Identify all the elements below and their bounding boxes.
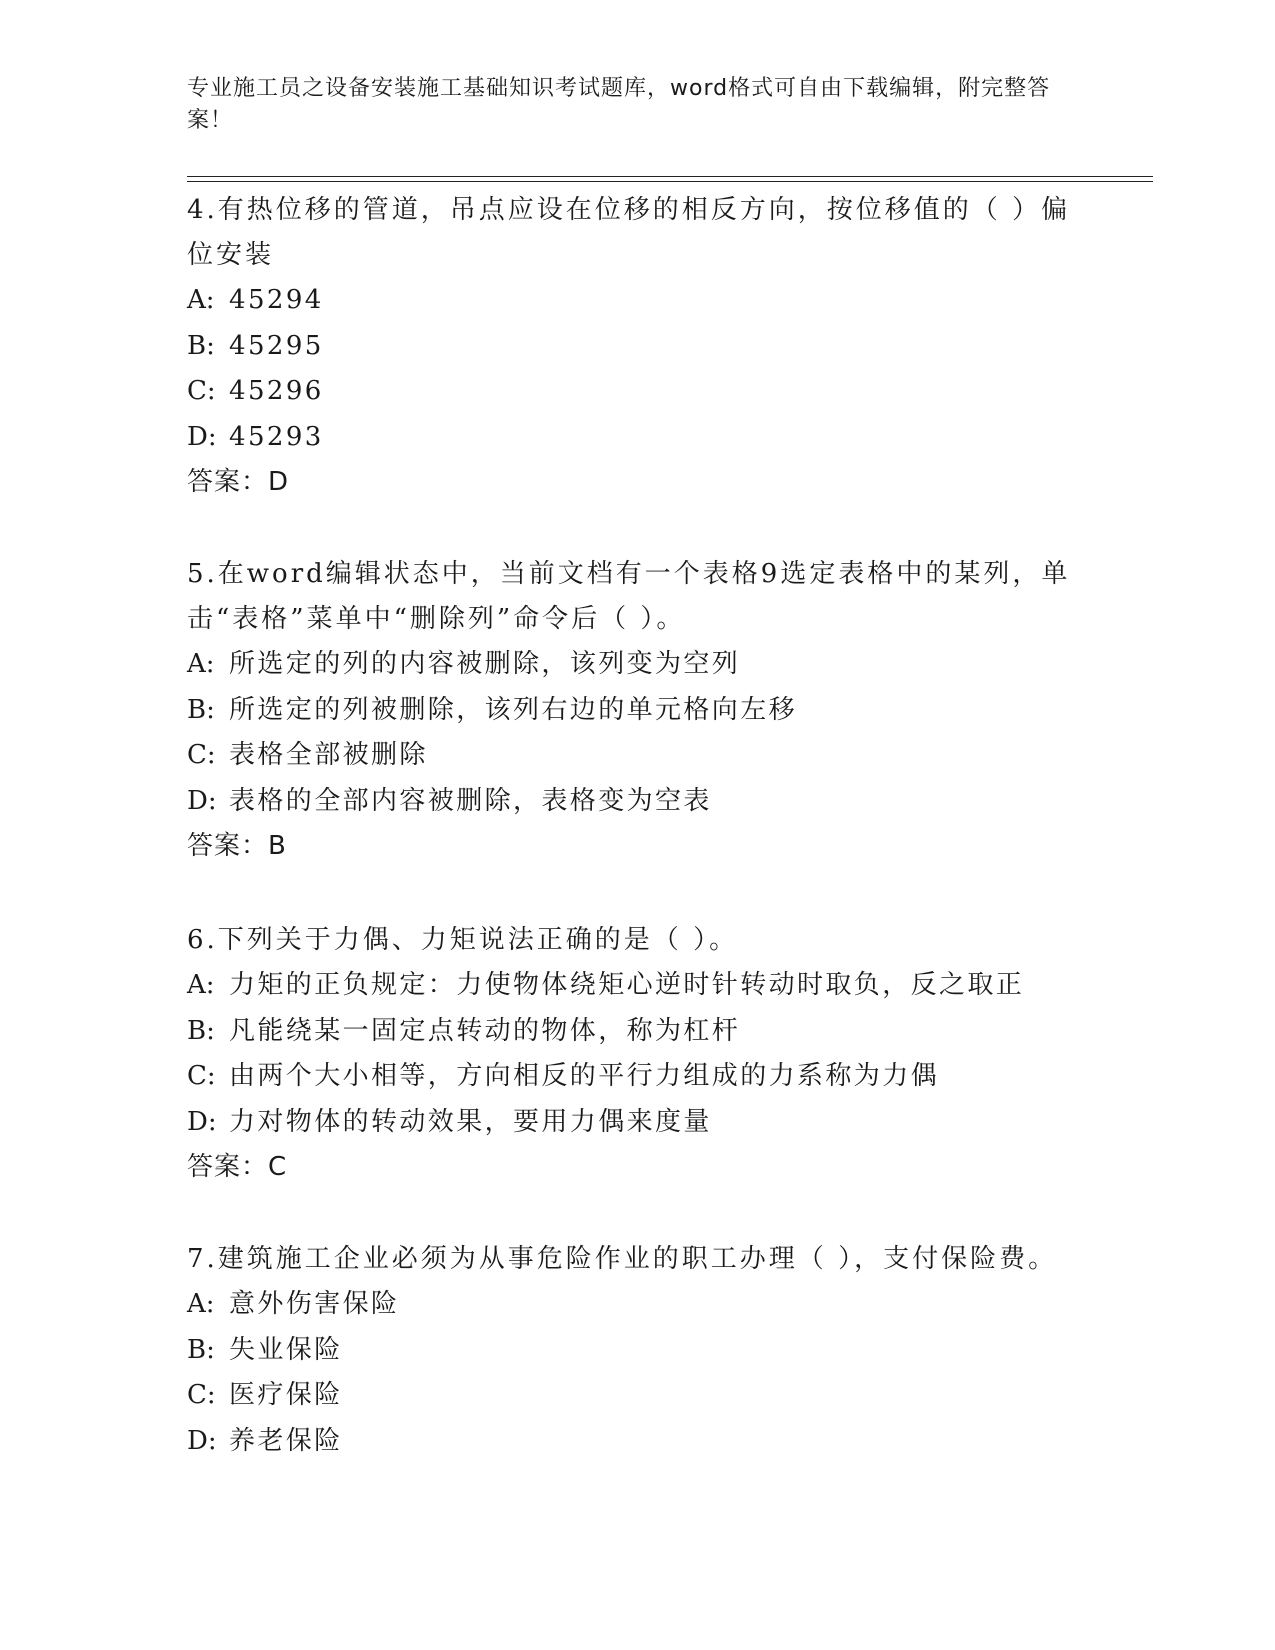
option-key: C: (187, 376, 216, 406)
option-c (187, 369, 1087, 415)
option-b (187, 688, 1087, 734)
option-key: A: (187, 285, 215, 315)
option-key: D: (187, 785, 217, 816)
option-b (187, 1009, 1087, 1055)
option-key: A: (187, 649, 215, 679)
question-4 (187, 188, 1087, 505)
option-text: 意外伤害保险 (229, 1289, 400, 1319)
option-key: B: (187, 330, 215, 361)
option-d (187, 415, 1087, 461)
option-text: 失业保险 (229, 1334, 343, 1365)
option-c (187, 1373, 1087, 1419)
option-d (187, 1419, 1087, 1465)
option-key: A: (187, 1289, 215, 1319)
option-text: 养老保险 (229, 1425, 343, 1456)
option-key: C: (187, 1061, 216, 1091)
option-key: D: (187, 1106, 217, 1137)
option-a (187, 642, 1087, 688)
option-c (187, 1054, 1087, 1100)
question-stem: 5.在word编辑状态中，当前文档有一个表格9选定表格中的某列，单击“表格”菜单中“删除列”命令后（ ）。 (187, 559, 1071, 634)
option-text: 凡能绕某一固定点转动的物体，称为杠杆 (229, 1015, 741, 1046)
option-a (187, 278, 1087, 324)
answer-line: 答案：D (187, 467, 290, 497)
option-key: D: (187, 1425, 217, 1456)
document-description: 专业施工员之设备安装施工基础知识考试题库，word格式可自由下载编辑，附完整答案！ (187, 76, 1051, 133)
option-text: 力矩的正负规定：力使物体绕矩心逆时针转动时取负，反之取正 (229, 970, 1025, 1000)
option-text: 45296 (229, 376, 324, 406)
option-key: A: (187, 970, 215, 1000)
option-d (187, 1100, 1087, 1146)
question-stem: 7.建筑施工企业必须为从事危险作业的职工办理（ ），支付保险费。 (187, 1244, 1058, 1274)
question-7 (187, 1237, 1087, 1464)
question-stem: 6.下列关于力偶、力矩说法正确的是（ ）。 (187, 925, 739, 955)
option-text: 45294 (229, 285, 324, 315)
answer-line: 答案：C (187, 1152, 288, 1182)
option-a (187, 963, 1087, 1009)
option-text: 医疗保险 (229, 1380, 343, 1410)
option-b (187, 324, 1087, 370)
option-key: B: (187, 1334, 215, 1365)
option-text: 由两个大小相等，方向相反的平行力组成的力系称为力偶 (229, 1061, 940, 1091)
option-text: 所选定的列的内容被删除，该列变为空列 (229, 649, 741, 679)
header-divider-bottom (187, 181, 1153, 182)
option-a (187, 1282, 1087, 1328)
option-key: B: (187, 694, 215, 725)
option-key: D: (187, 421, 217, 452)
option-text: 表格全部被删除 (229, 740, 428, 770)
option-key: C: (187, 1380, 216, 1410)
question-stem: 4.有热位移的管道，吊点应设在位移的相反方向，按位移值的（ ）偏位安装 (187, 195, 1071, 270)
answer-line: 答案：B (187, 831, 287, 861)
option-d (187, 779, 1087, 825)
question-6 (187, 918, 1087, 1190)
option-text: 45295 (229, 330, 324, 361)
option-text: 表格的全部内容被删除，表格变为空表 (229, 785, 712, 816)
question-5 (187, 552, 1087, 869)
header-divider-top (187, 176, 1153, 177)
option-b (187, 1328, 1087, 1374)
option-text: 所选定的列被删除，该列右边的单元格向左移 (229, 694, 798, 725)
option-key: B: (187, 1015, 215, 1046)
option-text: 力对物体的转动效果，要用力偶来度量 (229, 1106, 712, 1137)
option-key: C: (187, 740, 216, 770)
option-text: 45293 (229, 421, 324, 452)
option-c (187, 733, 1087, 779)
